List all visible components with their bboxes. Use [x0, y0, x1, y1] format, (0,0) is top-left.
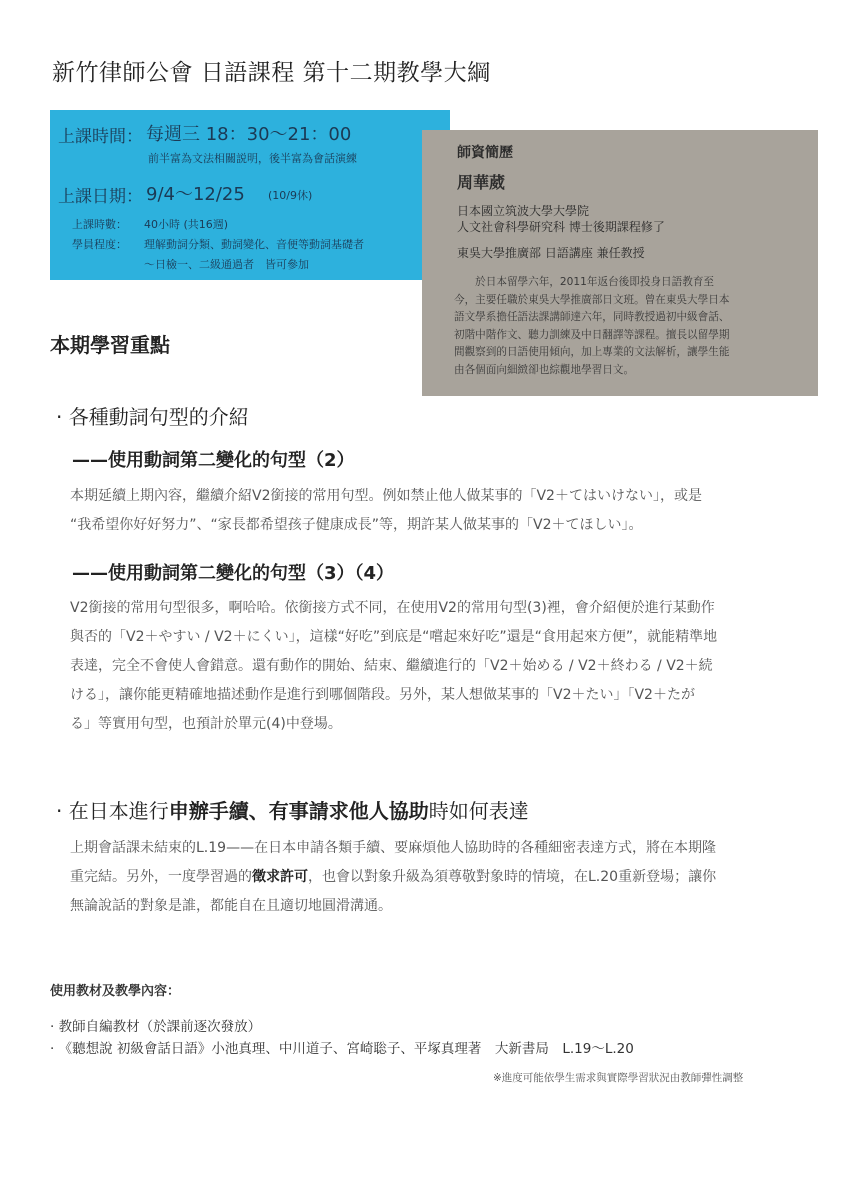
level-label: 學員程度：: [72, 238, 127, 251]
para-text: 重完結。另外，一度學習過的: [70, 869, 252, 885]
para-line: ける」，讓你能更精確地描述動作是進行到哪個階段。另外，某人想做某事的「V2＋たい」「V2＋たが: [70, 687, 695, 703]
para-line: 表達，完全不會使人會錯意。還有動作的開始、結束、繼續進行的「V2＋始める / V2＋終わる / V2＋続: [70, 658, 713, 674]
bio-line: 由各個面向細緻卻也綜觀地學習日文。: [454, 363, 635, 376]
bio-line: 今，主要任職於東吳大學推廣部日文班。曾在東吳大學日本: [454, 293, 730, 306]
level-value-1: 理解動詞分類、動詞變化、音便等動詞基礎者: [144, 238, 364, 251]
para-line: 上期會話課未結束的L.19——在日本申請各類手續、要麻煩他人協助時的各種細密表達方式，將在本期隆: [70, 840, 717, 856]
teacher-edu-1: 日本國立筑波大學大學院: [457, 204, 590, 218]
teacher-name: 周華葳: [457, 173, 506, 192]
materials-note: ※進度可能依學生需求與實際學習狀況由教師彈性調整: [493, 1072, 744, 1084]
section1-sub2: ——使用動詞第二變化的句型（3）（4）: [72, 563, 395, 584]
teacher-heading: 師資簡歷: [457, 145, 513, 161]
teacher-bio: [454, 274, 729, 379]
bio-line: 於日本留學六年，2011年返台後即投身日語教育至: [454, 276, 715, 288]
section2-title-a: · 在日本進行: [56, 799, 169, 823]
section2-para: [70, 834, 716, 921]
section1-title: · 各種動詞句型的介紹: [56, 405, 249, 429]
teacher-edu-2: 人文社會科學研究科 博士後期課程修了: [457, 220, 665, 234]
bio-line: 間觀察到的日語使用傾向，加上專業的文法解析，讓學生能: [454, 346, 730, 358]
level-value-2: ～日檢一、二級通過者 皆可參加: [144, 258, 309, 271]
para-line: 本期延續上期內容，繼續介紹V2銜接的常用句型。例如禁止他人做某事的「V2＋てはいけない」，或是: [70, 488, 702, 504]
section1-sub1: ——使用動詞第二變化的句型（2）: [72, 450, 355, 471]
section2-title-b: 申辦手續、有事請求他人協助: [168, 799, 429, 823]
para-bold: 徵求許可: [252, 869, 308, 885]
materials-item-1: · 教師自編教材（於課前逐次發放）: [50, 1019, 262, 1035]
time-label: 上課時間：: [58, 127, 143, 147]
para-line: 與否的「V2＋やすい / V2＋にくい」，這樣“好吃”到底是“嚐起來好吃”還是“食用起來方便”，就能精準地: [70, 629, 718, 645]
materials-item-2: · 《聽想說 初級會話日語》小池真理、中川道子、宮崎聡子、平塚真理著 大新書局 L.19～L.20: [50, 1041, 634, 1057]
para-line: “我希望你好好努力”、“家長都希望孩子健康成長”等，期許某人做某事的「V2＋てほしい」。: [70, 517, 643, 533]
para-line: 無論說話的對象是誰，都能自在且適切地圓滑溝通。: [70, 898, 392, 914]
hours-value: 40小時 (共16週): [144, 218, 229, 231]
section1-para1: [70, 482, 702, 540]
para-line: V2銜接的常用句型很多，啊哈哈。依銜接方式不同，在使用V2的常用句型(3)裡，會介紹便於進行某動作: [70, 600, 715, 616]
date-label: 上課日期：: [58, 187, 143, 207]
section2-title: [56, 795, 529, 824]
date-note: (10/9休): [268, 189, 313, 202]
section1-para2: [70, 594, 717, 739]
para-line: [70, 863, 716, 892]
time-note: 前半富為文法相關説明，後半富為會話演練: [148, 152, 357, 165]
page-title: 新竹律師公會 日語課程 第十二期教學大綱: [52, 60, 491, 86]
teacher-box: [422, 130, 818, 396]
date-value: 9/4～12/25: [146, 184, 245, 205]
section2-title-c: 時如何表達: [428, 799, 529, 823]
time-value: 每週三 18：30～21：00: [146, 124, 352, 145]
focus-heading: 本期學習重點: [50, 333, 170, 357]
materials-heading: 使用教材及教學內容：: [50, 984, 181, 999]
teacher-position: 東吳大學推廣部 日語講座 兼任教授: [457, 246, 645, 260]
para-line: る」等實用句型，也預計於單元(4)中登場。: [70, 716, 342, 732]
bio-line: 初階中階作文、聽力訓練及中日翻譯等課程。擅長以留學期: [454, 328, 730, 341]
bio-line: 語文學系擔任語法課講師達六年，同時教授過初中級會話、: [454, 311, 730, 323]
para-text: ，也會以對象升級為須尊敬對象時的情境，在L.20重新登場；讓你: [308, 869, 717, 885]
hours-label: 上課時數：: [72, 218, 127, 231]
schedule-box: [50, 110, 450, 280]
